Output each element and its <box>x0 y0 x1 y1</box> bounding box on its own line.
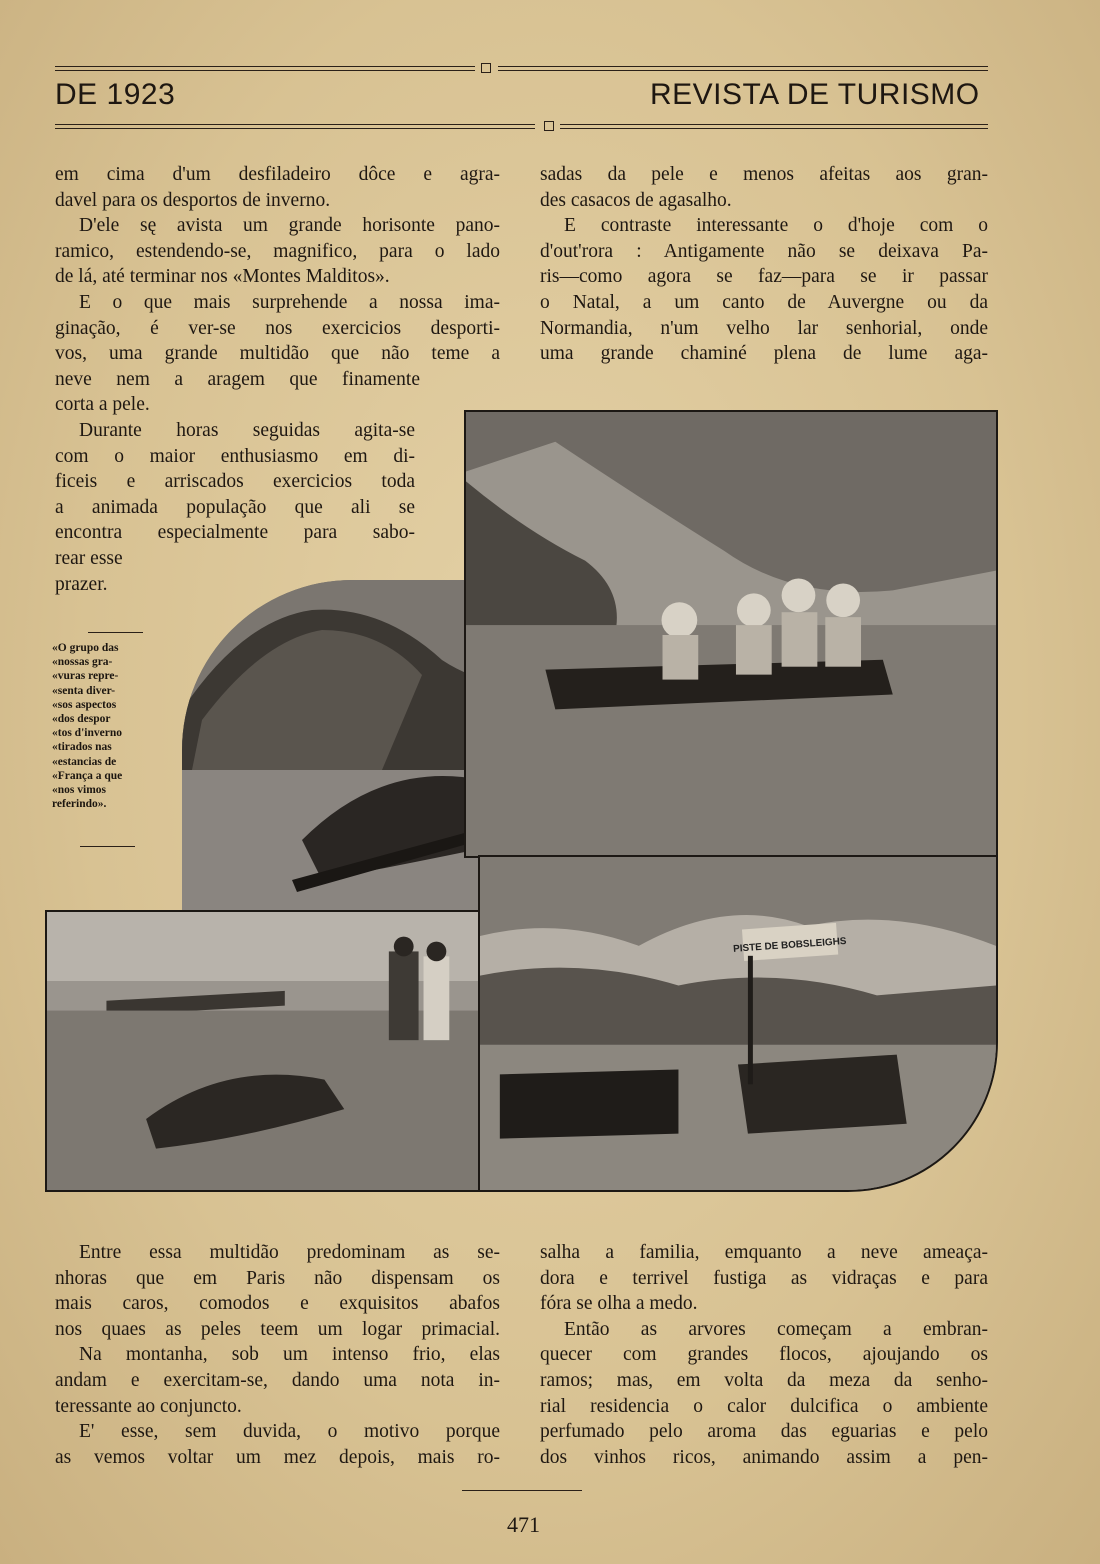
text-line: ramos; mas, em volta da meza da senho- <box>540 1369 988 1391</box>
footer-rule <box>462 1490 582 1491</box>
text-line: prazer. <box>55 573 108 595</box>
text-line: davel para os desportos de inverno. <box>55 189 331 211</box>
text-line: ginação, é ver-se nos exercicios desporti- <box>55 317 500 339</box>
text-line: E' esse, sem duvida, o motivo porque <box>79 1421 500 1443</box>
text-line: perfumado pelo aroma das eguarias e pelo <box>540 1421 988 1443</box>
text-line: Entre essa multidão predominam as se- <box>79 1242 500 1263</box>
header-rule-bottom-left <box>55 124 535 125</box>
caption-line: «O grupo das <box>52 642 119 654</box>
caption-line: «tos d'inverno <box>52 727 122 740</box>
text-line: andam e exercitam-se, dando uma nota in- <box>55 1369 500 1391</box>
text-line: ficeis e arriscados exercicios toda <box>55 471 415 493</box>
paragraph <box>55 162 500 213</box>
column-right-bottom <box>540 1240 988 1470</box>
text-line: sadas da pele e menos afeitas aos gran- <box>540 164 988 185</box>
paragraph <box>540 1240 988 1317</box>
header-right: REVISTA DE TURISMO <box>650 78 980 111</box>
text-line: ris—como agora se faz—para se ir passar <box>540 266 988 288</box>
text-line: D'ele sę avista um grande horisonte pano- <box>79 215 500 237</box>
text-line: nos quaes as peles teem um logar primacial. <box>55 1318 500 1340</box>
text-line: o Natal, a um canto de Auvergne ou da <box>540 291 988 313</box>
caption-line: «tirados nas <box>52 741 112 754</box>
text-line: com o maior enthusiasmo em di- <box>55 445 415 467</box>
paragraph <box>55 1419 500 1470</box>
text-line: dos vinhos ricos, animando assim a pen- <box>540 1446 988 1468</box>
paragraph <box>55 213 500 290</box>
paragraph <box>55 1342 500 1419</box>
header-left: DE 1923 <box>55 78 176 111</box>
column-left-bottom <box>55 1240 500 1470</box>
text-line: des casacos de agasalho. <box>540 189 732 211</box>
text-line: d'out'rora : Antigamente não se deixava Pa- <box>540 240 988 262</box>
text-line: Então as arvores começam a embran- <box>564 1318 988 1340</box>
ornament-square-bottom <box>544 121 554 131</box>
caption-line: «dos despor <box>52 713 111 726</box>
header-rule-top-left-2 <box>55 70 475 71</box>
header-rule-bottom-right-2 <box>560 128 988 129</box>
paragraph <box>540 213 988 367</box>
text-line: dora e terrivel fustiga as vidraças e para <box>540 1267 988 1289</box>
text-line: rear esse <box>55 547 123 569</box>
paragraph <box>55 1240 500 1342</box>
text-line: corta a pele. <box>55 394 150 416</box>
text-line: uma grande chaminé plena de lume aga- <box>540 343 988 365</box>
photo-bobsleigh-piste <box>478 855 998 1192</box>
caption-line: «estancias de <box>52 755 117 768</box>
ornament-square-top <box>481 63 491 73</box>
column-right-top <box>540 162 988 367</box>
caption-line: «nos vimos <box>52 784 106 797</box>
caption-line: referindo». <box>52 798 107 811</box>
paragraph <box>55 290 500 418</box>
text-line: a animada população que ali se <box>55 496 415 518</box>
photo-bobsleigh-team <box>464 410 998 858</box>
header-rule-bottom-left-2 <box>55 128 535 129</box>
text-line: E contraste interessante o d'hoje com o <box>564 215 988 237</box>
text-line: ramico, estendendo-se, magnifico, para o lado <box>55 240 500 262</box>
text-line: rial residencia o calor dulcifica o ambiente <box>540 1395 988 1417</box>
text-line: vos, uma grande multidão que não teme a <box>55 343 500 365</box>
header-rule-bottom-right <box>560 124 988 125</box>
page-number: 471 <box>507 1512 540 1537</box>
text-line: quecer com grandes flocos, ajoujando os <box>540 1344 988 1366</box>
photo-sled-group <box>45 910 483 1192</box>
column-left-top <box>55 162 500 597</box>
header-rule-top-right-2 <box>498 70 988 71</box>
text-line: as vemos voltar um mez depois, mais ro- <box>55 1446 500 1468</box>
text-line: E o que mais surprehende a nossa ima- <box>79 291 500 313</box>
paragraph <box>540 162 988 213</box>
caption-line: «sos aspectos <box>52 698 117 711</box>
caption-line: «França a que <box>52 769 123 782</box>
text-line: encontra especialmente para sabo- <box>55 522 415 544</box>
text-line: nhoras que em Paris não dispensam os <box>55 1267 500 1289</box>
text-line: Durante horas seguidas agita-se <box>79 419 415 441</box>
text-line: mais caros, comodos e exquisitos abafos <box>55 1293 500 1315</box>
text-line: neve nem a aragem que finamente <box>55 368 420 390</box>
paragraph <box>55 418 500 597</box>
photo-caption <box>52 641 172 811</box>
text-line: em cima d'um desfiladeiro dôce e agra- <box>55 164 500 185</box>
text-line: Na montanha, sob um intenso frio, elas <box>79 1344 500 1366</box>
caption-rule-top <box>88 632 143 633</box>
text-line: fóra se olha a medo. <box>540 1293 698 1315</box>
caption-rule-bottom <box>80 846 135 847</box>
text-line: de lá, até terminar nos «Montes Malditos». <box>55 266 390 288</box>
text-line: salha a familia, emquanto a neve ameaça- <box>540 1242 988 1263</box>
header-rule-top-left <box>55 66 475 67</box>
caption-line: «senta diver- <box>52 684 116 697</box>
text-line: teressante ao conjuncto. <box>55 1395 242 1417</box>
header-rule-top-right <box>498 66 988 67</box>
paragraph <box>540 1317 988 1471</box>
sign-text: PISTE DE BOBSLEIGHS <box>732 935 847 955</box>
text-line: Normandia, n'um velho lar senhorial, onde <box>540 317 988 339</box>
caption-line: «vuras repre- <box>52 670 119 683</box>
caption-line: «nossas gra- <box>52 656 113 669</box>
